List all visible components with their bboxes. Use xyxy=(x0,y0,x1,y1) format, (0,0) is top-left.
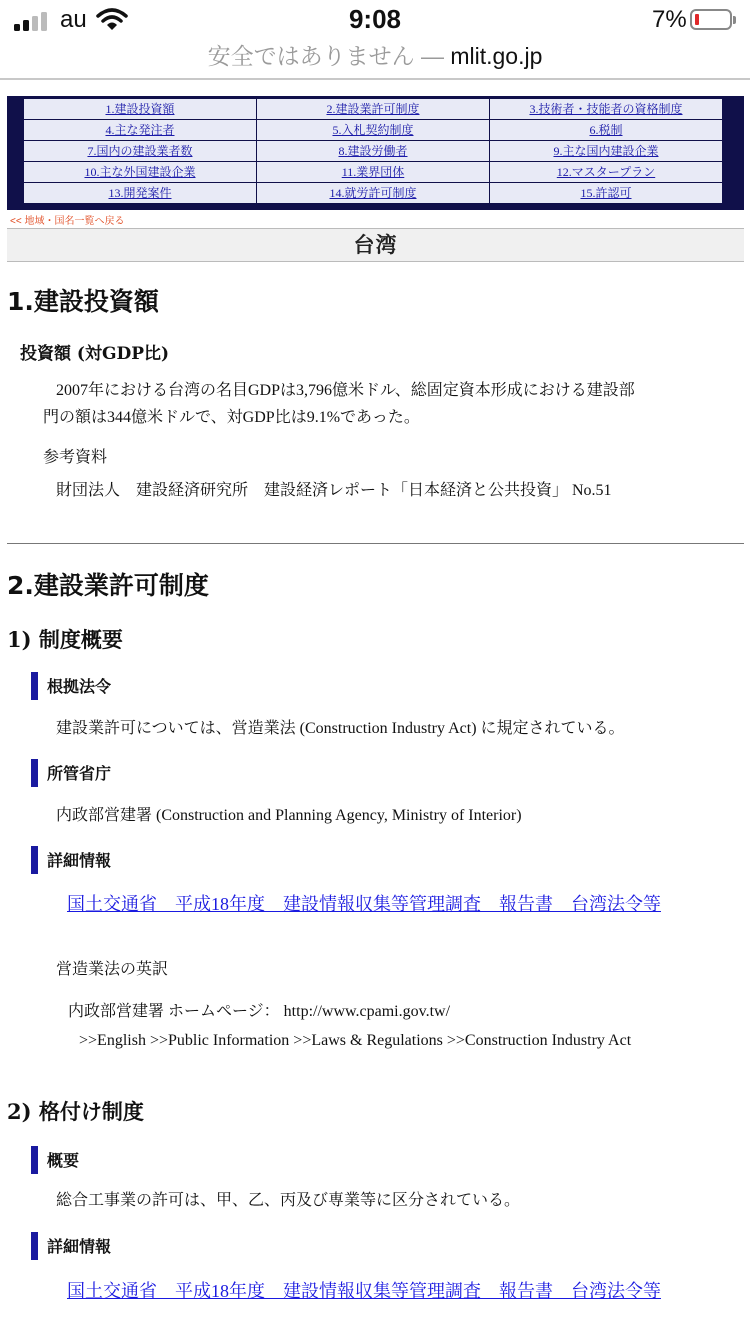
nav-link-approvals[interactable]: 15.許認可 xyxy=(580,186,632,200)
report-link-1[interactable]: 国土交通省 平成18年度 建設情報収集等管理調査 報告書 台湾法令等 xyxy=(67,894,661,914)
navigation-path-text: >>English >>Public Information >>Laws & Regulations >>Construction Industry Act xyxy=(79,1032,632,1049)
marker-bar xyxy=(31,1232,38,1260)
legal-basis-text: 建設業許可については、営造業法 (Construction Industry Act) に規定されている。 xyxy=(56,720,625,737)
nav-link-contractors[interactable]: 7.国内の建設業者数 xyxy=(87,144,193,158)
country-header xyxy=(7,228,744,262)
paragraph-line-1: 2007年における台湾の名目GDPは3,796億米ドル、総固定資本形成における建設部 xyxy=(56,382,635,399)
heading-summary-label: 概要 xyxy=(47,1151,80,1170)
nav-link-foreign-companies[interactable]: 10.主な外国建設企業 xyxy=(84,165,196,179)
url-domain: mlit.go.jp xyxy=(450,43,543,69)
carrier-label: au xyxy=(60,6,87,33)
homepage-text: 内政部営建署 ホームページ： http://www.cpami.gov.tw/ xyxy=(68,1003,451,1020)
topic-nav xyxy=(7,96,744,210)
section-title-license: 2.建設業許可制度 xyxy=(7,571,209,600)
nav-link-masterplan[interactable]: 12.マスタープラン xyxy=(556,165,656,179)
subsection-overview: 1) 制度概要 xyxy=(7,627,123,652)
clock: 9:08 xyxy=(348,4,402,34)
divider xyxy=(0,78,750,80)
battery-percent: 7% xyxy=(652,6,687,33)
subheading-investment: 投資額 (対GDP比) xyxy=(20,344,170,364)
battery-icon xyxy=(690,9,732,30)
heading-details-label: 詳細情報 xyxy=(47,851,112,870)
heading-ministry-label: 所管省庁 xyxy=(47,764,112,783)
marker-bar xyxy=(31,672,38,700)
marker-bar xyxy=(31,759,38,787)
ministry-text: 内政部営建署 (Construction and Planning Agency, Ministry of Interior) xyxy=(56,807,522,824)
heading-legal-basis-label: 根拠法令 xyxy=(47,677,112,696)
report-link-2[interactable]: 国土交通省 平成18年度 建設情報収集等管理調査 報告書 台湾法令等 xyxy=(67,1281,661,1301)
back-to-list-link[interactable]: << 地域・国名一覧へ戻る xyxy=(10,216,125,227)
url-separator: — xyxy=(414,43,451,69)
nav-link-investment[interactable]: 1.建設投資額 xyxy=(105,102,175,116)
country-title: 台湾 xyxy=(353,233,398,257)
nav-link-qualification[interactable]: 3.技術者・技能者の資格制度 xyxy=(529,102,683,116)
nav-link-license[interactable]: 2.建設業許可制度 xyxy=(326,102,420,116)
reference-text: 財団法人 建設経済研究所 建設経済レポート「日本経済と公共投資」 No.51 xyxy=(56,482,612,499)
nav-link-projects[interactable]: 13.開発案件 xyxy=(108,186,172,200)
reference-label: 参考資料 xyxy=(43,449,108,466)
grading-text: 総合工事業の許可は、甲、乙、丙及び専業等に区分されている。 xyxy=(56,1192,521,1209)
address-bar[interactable] xyxy=(0,38,750,74)
status-bar xyxy=(0,0,750,40)
nav-link-work-permit[interactable]: 14.就労許可制度 xyxy=(329,186,417,200)
nav-link-workers[interactable]: 8.建設労働者 xyxy=(338,144,408,158)
section-title-investment: 1.建設投資額 xyxy=(7,287,159,316)
nav-link-clients[interactable]: 4.主な発注者 xyxy=(105,123,175,137)
topic-nav-table xyxy=(23,98,723,204)
translation-label: 営造業法の英訳 xyxy=(56,961,169,978)
heading-details-2-label: 詳細情報 xyxy=(47,1237,112,1256)
nav-link-domestic-companies[interactable]: 9.主な国内建設企業 xyxy=(553,144,659,158)
nav-link-bidding[interactable]: 5.入札契約制度 xyxy=(332,123,414,137)
marker-bar xyxy=(31,1146,38,1174)
security-warning: 安全ではありません xyxy=(207,43,415,69)
marker-bar xyxy=(31,846,38,874)
nav-link-associations[interactable]: 11.業界団体 xyxy=(341,165,405,179)
section-divider xyxy=(7,543,744,544)
nav-link-tax[interactable]: 6.税制 xyxy=(589,123,623,137)
subsection-grading: 2) 格付け制度 xyxy=(7,1099,144,1124)
paragraph-line-2: 門の額は344億米ドルで、対GDP比は9.1%であった。 xyxy=(43,409,420,426)
